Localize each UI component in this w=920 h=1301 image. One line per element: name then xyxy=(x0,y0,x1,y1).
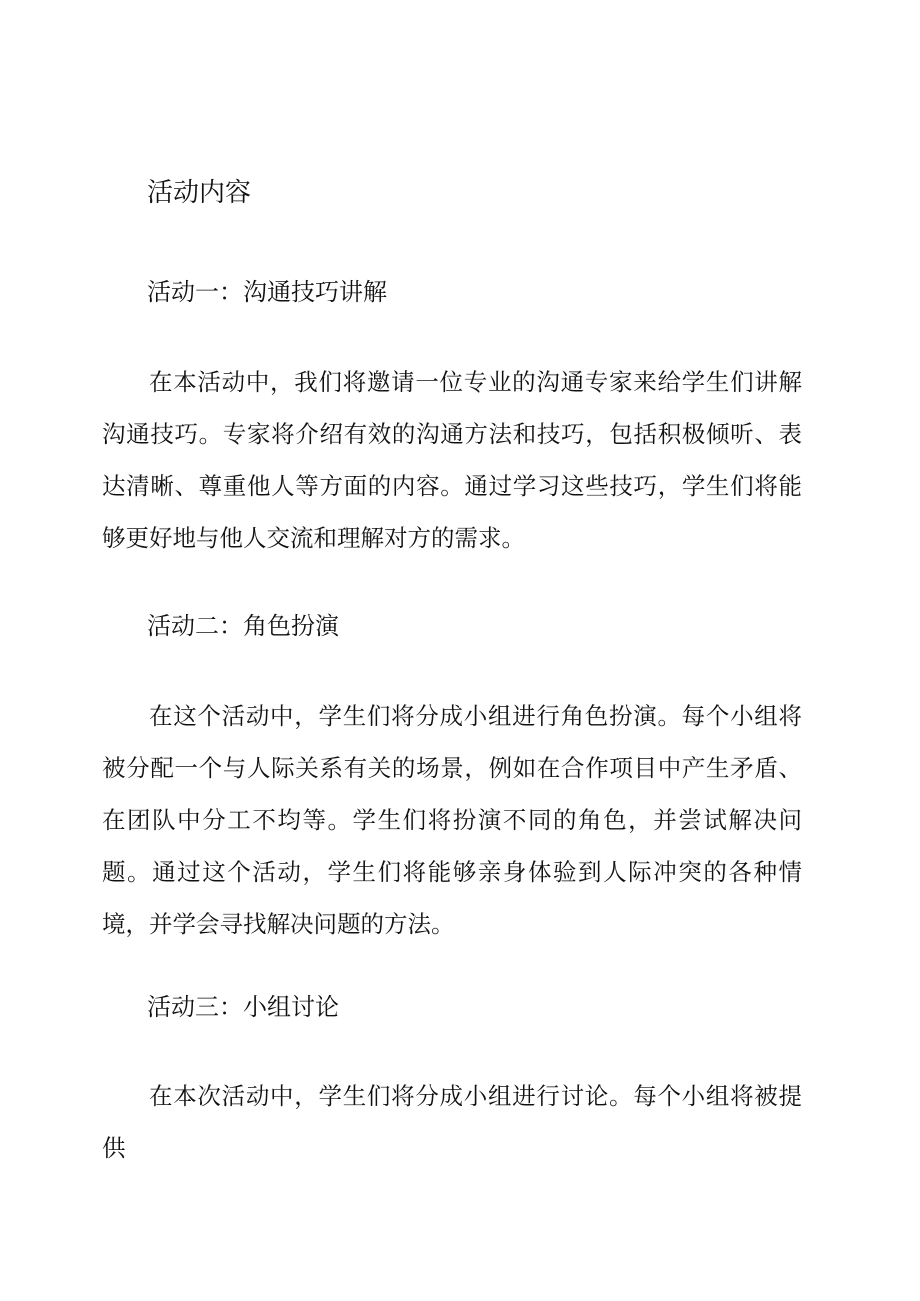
activity-3-body: 在本次活动中，学生们将分成小组进行讨论。每个小组将被提供 xyxy=(102,1082,802,1162)
activity-2-title: 活动二：角色扮演 xyxy=(147,612,339,640)
activity-2-body: 在这个活动中，学生们将分成小组进行角色扮演。每个小组将被分配一个与人际关系有关的场景，例如在合作项目中产生矛盾、在团队中分工不均等。学生们将扮演不同的角色，并尝试解决问题。通过这个活动，学生们将能够亲身体验到人际冲突的各种情境，并学会寻找解决问题的方法。 xyxy=(102,702,802,938)
activity-3-title: 活动三：小组讨论 xyxy=(147,993,339,1021)
activity-1-title: 活动一：沟通技巧讲解 xyxy=(147,278,387,306)
activity-1-body: 在本活动中，我们将邀请一位专业的沟通专家来给学生们讲解沟通技巧。专家将介绍有效的沟通方法和技巧，包括积极倾听、表达清晰、尊重他人等方面的内容。通过学习这些技巧，学生们将能够更好地与他人交流和理解对方的需求。 xyxy=(102,368,802,552)
section-title: 活动内容 xyxy=(147,178,252,208)
